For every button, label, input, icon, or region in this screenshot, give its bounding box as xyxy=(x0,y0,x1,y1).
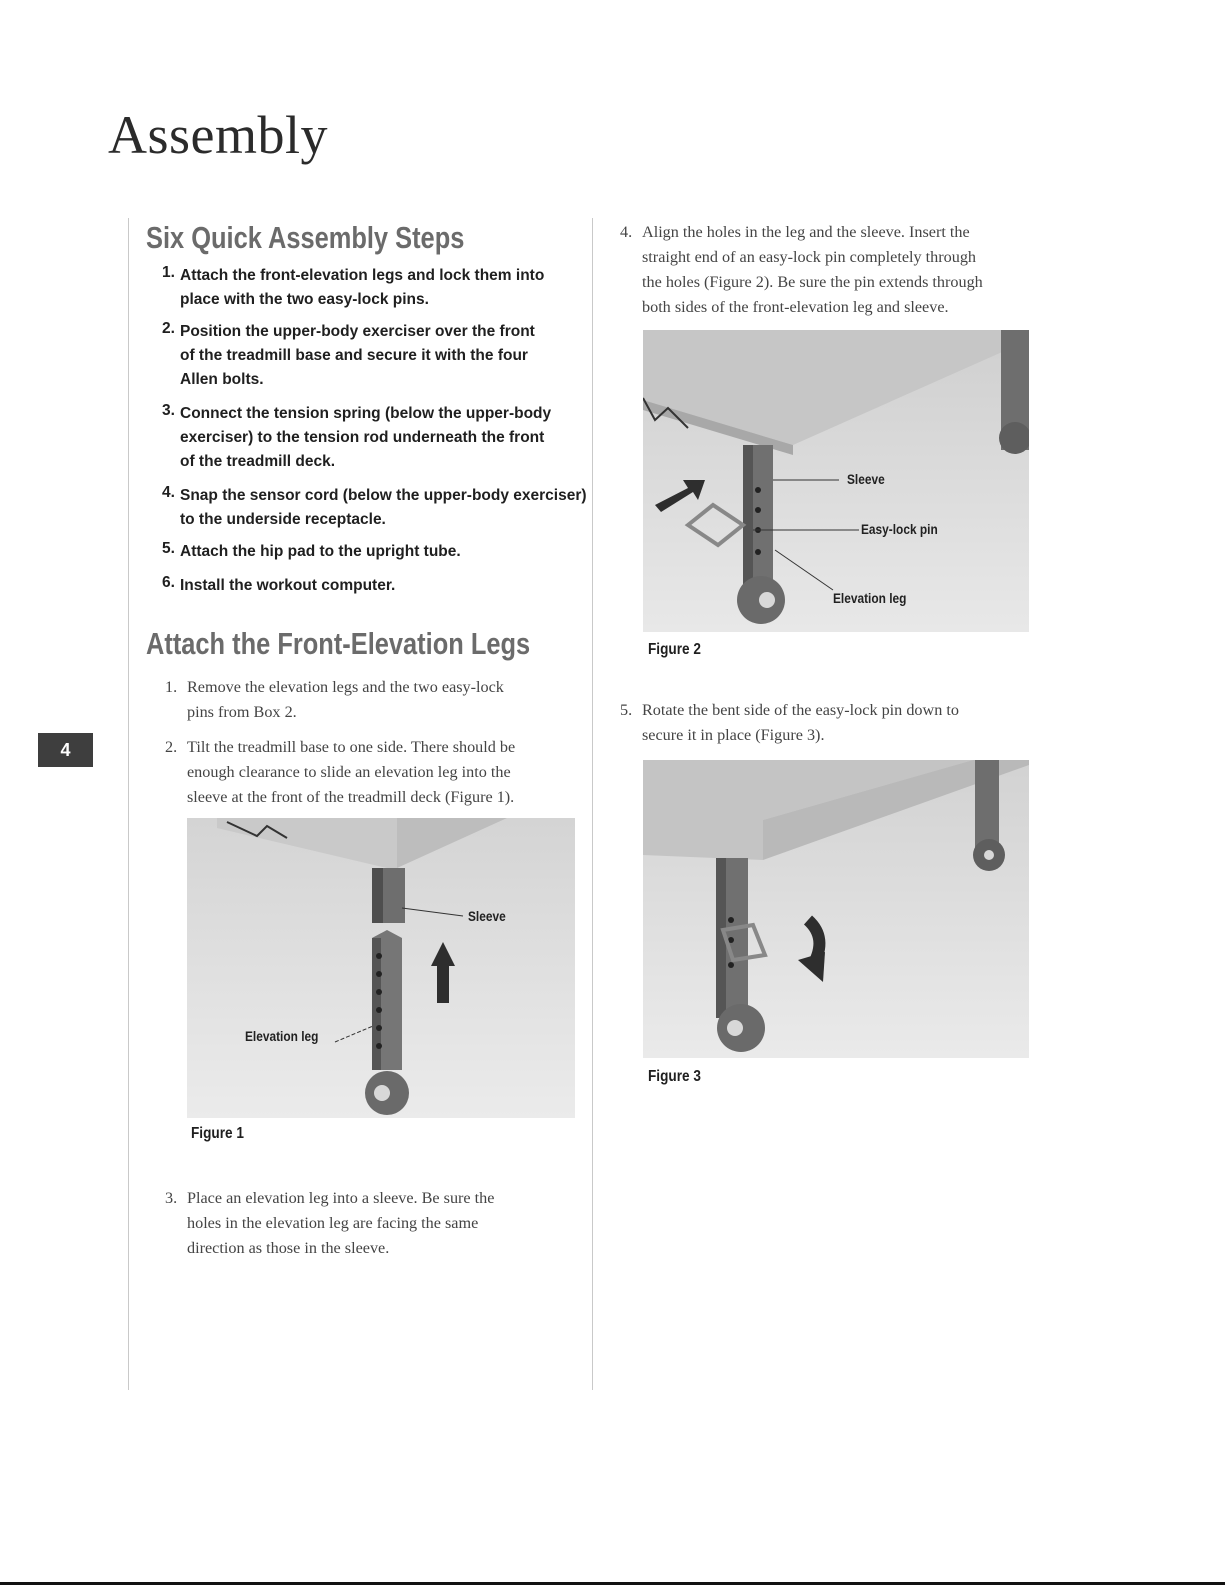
figure-2-illustration xyxy=(643,330,1029,632)
step-text: Place an elevation leg into a sleeve. Be sure the holes in the elevation leg are facing the same direction as those in the sleeve. xyxy=(187,1189,495,1257)
step-text: Remove the elevation legs and the two easy-lock pins from Box 2. xyxy=(187,678,504,721)
step-number: 1. xyxy=(162,264,175,281)
step-number: 4. xyxy=(162,484,175,501)
instruction-step xyxy=(165,1186,494,1261)
front-elevation-heading: Attach the Front-Elevation Legs xyxy=(146,626,531,661)
step-text: Tilt the treadmill base to one side. There should be enough clearance to slide an elevation leg into the sleeve at the front of the treadmill deck (Figure 1). xyxy=(187,738,516,806)
step-number: 5. xyxy=(162,540,175,557)
step-text: Rotate the bent side of the easy-lock pin down to secure it in place (Figure 3). xyxy=(642,701,959,744)
quick-step-item xyxy=(162,402,551,474)
figure-2-drawing xyxy=(643,330,1029,632)
quick-step-item xyxy=(162,574,395,598)
figure-2-caption: Figure 2 xyxy=(648,641,701,658)
figure-3-caption: Figure 3 xyxy=(648,1068,701,1085)
instruction-step xyxy=(620,698,959,748)
figure-3-illustration xyxy=(643,760,1029,1058)
step-text: Install the workout computer. xyxy=(180,577,396,594)
page-title: Assembly xyxy=(108,105,328,165)
instruction-step xyxy=(620,220,983,320)
figure-1-sleeve-label: Sleeve xyxy=(468,908,506,924)
quick-step-item xyxy=(162,484,587,532)
figure-1-caption: Figure 1 xyxy=(191,1125,244,1142)
step-number: 6. xyxy=(162,574,175,591)
figure-2-sleeve-label: Sleeve xyxy=(847,471,885,487)
quick-steps-heading: Six Quick Assembly Steps xyxy=(146,220,465,255)
instruction-step xyxy=(165,675,504,725)
figure-2-pin-label: Easy-lock pin xyxy=(861,521,938,537)
page-number-badge: 4 xyxy=(38,733,93,767)
step-number: 2. xyxy=(162,320,175,337)
figure-1-elevation-leg-label: Elevation leg xyxy=(245,1028,319,1044)
step-text: Position the upper-body exerciser over the front of the treadmill base and secure it with the four Allen bolts. xyxy=(180,323,535,388)
figure-2-elevation-leg-label: Elevation leg xyxy=(833,590,907,606)
left-column-rule xyxy=(128,218,129,1390)
center-column-rule xyxy=(592,218,593,1390)
instruction-step xyxy=(165,735,515,810)
figure-1-drawing xyxy=(187,818,575,1118)
step-number: 4. xyxy=(620,223,633,241)
step-text: Attach the front-elevation legs and lock them into place with the two easy-lock pins. xyxy=(180,267,545,308)
step-number: 5. xyxy=(620,701,633,719)
step-text: Attach the hip pad to the upright tube. xyxy=(180,543,461,560)
step-text: Snap the sensor cord (below the upper-body exerciser) to the underside receptacle. xyxy=(180,487,587,528)
step-text: Connect the tension spring (below the upper-body exerciser) to the tension rod underneath the front of the treadmill deck. xyxy=(180,405,552,470)
step-number: 3. xyxy=(165,1189,178,1207)
step-number: 1. xyxy=(165,678,178,696)
quick-step-item xyxy=(162,320,535,392)
quick-step-item xyxy=(162,264,544,312)
step-number: 3. xyxy=(162,402,175,419)
figure-3-drawing xyxy=(643,760,1029,1058)
quick-step-item xyxy=(162,540,461,564)
step-number: 2. xyxy=(165,738,178,756)
figure-1-illustration xyxy=(187,818,575,1118)
step-text: Align the holes in the leg and the sleeve. Insert the straight end of an easy-lock pin completely through the holes (Figure 2). Be sure the pin extends through both sides of the front-elevation leg and sleeve. xyxy=(642,223,983,316)
